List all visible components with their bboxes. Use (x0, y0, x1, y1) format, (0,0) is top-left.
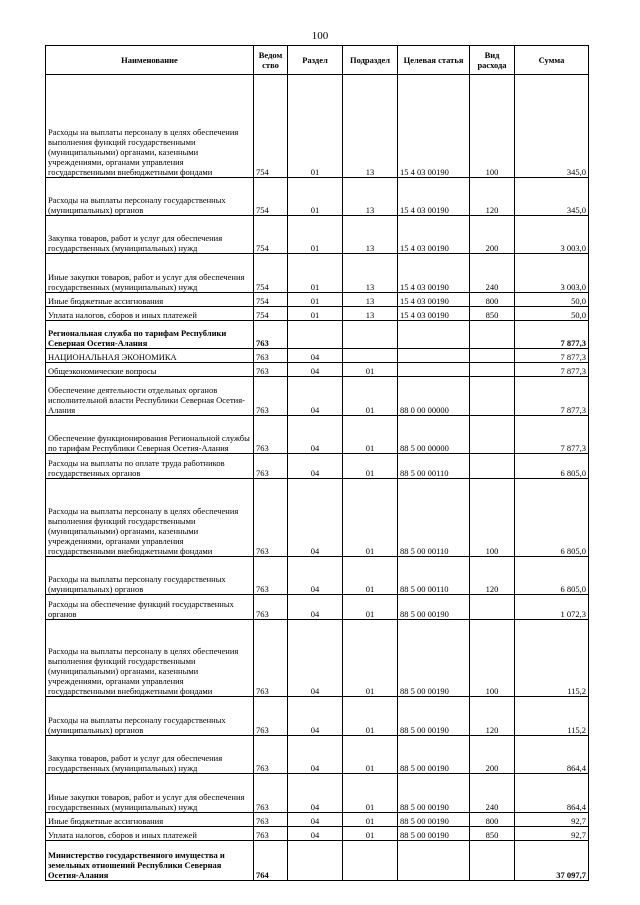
row-razdel: 04 (288, 377, 343, 416)
row-name: Расходы на выплаты персоналу в целях обеспечения выполнения функций государственными (муниципальными) органами, казенными учреждениями, органами управления государственными внебюджетными фондами (46, 479, 254, 557)
table-row (46, 363, 589, 377)
table-row (46, 377, 589, 416)
row-celevaya (398, 841, 470, 881)
row-name: Расходы на выплаты персоналу государственных (муниципальных) органов (46, 557, 254, 595)
row-celevaya: 88 5 00 00190 (398, 827, 470, 841)
row-ved: 763 (254, 377, 288, 416)
row-podrazdel (343, 321, 398, 349)
row-celevaya: 15 4 03 00190 (398, 307, 470, 321)
row-podrazdel: 01 (343, 774, 398, 813)
row-ved: 754 (254, 216, 288, 254)
row-ved: 763 (254, 321, 288, 349)
table-row (46, 216, 589, 254)
table-row (46, 595, 589, 620)
row-ved: 754 (254, 307, 288, 321)
row-celevaya: 88 5 00 00110 (398, 557, 470, 595)
row-celevaya: 88 5 00 00190 (398, 813, 470, 827)
row-celevaya: 15 4 03 00190 (398, 254, 470, 293)
row-ved: 763 (254, 774, 288, 813)
row-razdel: 01 (288, 293, 343, 307)
row-vid: 120 (470, 557, 515, 595)
header-ved: Ведом ство (254, 46, 288, 75)
table-row (46, 841, 589, 881)
row-celevaya: 88 5 00 00190 (398, 620, 470, 697)
row-podrazdel: 01 (343, 813, 398, 827)
row-summa: 6 805,0 (515, 479, 589, 557)
row-summa: 345,0 (515, 178, 589, 216)
row-vid: 800 (470, 813, 515, 827)
row-name: Иные закупки товаров, работ и услуг для обеспечения государственных (муниципальных) нужд (46, 774, 254, 813)
row-name: Обеспечение функционирования Региональной службы по тарифам Республики Северная Осетия-Алания (46, 416, 254, 454)
row-ved: 754 (254, 254, 288, 293)
row-podrazdel: 01 (343, 620, 398, 697)
row-summa: 7 877,3 (515, 363, 589, 377)
row-celevaya: 88 5 00 00000 (398, 416, 470, 454)
row-razdel: 04 (288, 363, 343, 377)
row-razdel: 04 (288, 349, 343, 363)
header-razdel: Раздел (288, 46, 343, 75)
row-summa: 3 003,0 (515, 254, 589, 293)
row-razdel: 04 (288, 813, 343, 827)
row-podrazdel: 01 (343, 697, 398, 736)
row-name: Закупка товаров, работ и услуг для обеспечения государственных (муниципальных) нужд (46, 216, 254, 254)
row-name: Общеэкономические вопросы (46, 363, 254, 377)
row-name: Иные бюджетные ассигнования (46, 813, 254, 827)
row-podrazdel: 13 (343, 254, 398, 293)
table-row (46, 178, 589, 216)
row-ved: 763 (254, 736, 288, 774)
row-vid: 100 (470, 75, 515, 178)
row-vid (470, 595, 515, 620)
header-vid: Вид расхода (470, 46, 515, 75)
row-podrazdel: 01 (343, 827, 398, 841)
row-vid (470, 377, 515, 416)
table-row (46, 813, 589, 827)
row-celevaya: 15 4 03 00190 (398, 293, 470, 307)
row-vid: 200 (470, 736, 515, 774)
row-razdel: 04 (288, 736, 343, 774)
row-celevaya (398, 349, 470, 363)
table-row (46, 321, 589, 349)
row-podrazdel: 01 (343, 377, 398, 416)
page-number: 100 (311, 30, 329, 42)
row-summa: 345,0 (515, 75, 589, 178)
row-razdel: 04 (288, 774, 343, 813)
row-summa: 7 877,3 (515, 349, 589, 363)
row-podrazdel: 13 (343, 75, 398, 178)
table-row (46, 827, 589, 841)
row-summa: 92,7 (515, 827, 589, 841)
row-podrazdel: 01 (343, 454, 398, 479)
table-header-row (46, 46, 589, 75)
row-name: Расходы на выплаты персоналу государственных (муниципальных) органов (46, 697, 254, 736)
table-row (46, 479, 589, 557)
row-name: Уплата налогов, сборов и иных платежей (46, 307, 254, 321)
header-podrazdel: Подраздел (343, 46, 398, 75)
row-celevaya (398, 321, 470, 349)
row-vid: 240 (470, 774, 515, 813)
row-podrazdel: 13 (343, 293, 398, 307)
row-summa: 864,4 (515, 736, 589, 774)
row-name: Расходы на выплаты персоналу в целях обеспечения выполнения функций государственными (муниципальными) органами, казенными учреждениями, органами управления государственными внебюджетными фондами (46, 75, 254, 178)
row-name: Министерство государственного имущества и земельных отношений Республики Северная Осетия-Алания (46, 841, 254, 881)
row-vid: 100 (470, 479, 515, 557)
header-summa: Сумма (515, 46, 589, 75)
row-vid: 850 (470, 827, 515, 841)
row-podrazdel (343, 349, 398, 363)
row-vid (470, 454, 515, 479)
table-row (46, 416, 589, 454)
row-name: Иные закупки товаров, работ и услуг для обеспечения государственных (муниципальных) нужд (46, 254, 254, 293)
row-ved: 754 (254, 75, 288, 178)
row-vid: 120 (470, 178, 515, 216)
row-razdel: 01 (288, 307, 343, 321)
row-ved: 763 (254, 454, 288, 479)
row-razdel: 04 (288, 454, 343, 479)
row-summa: 37 097,7 (515, 841, 589, 881)
row-ved: 763 (254, 827, 288, 841)
row-razdel: 01 (288, 254, 343, 293)
row-razdel: 04 (288, 595, 343, 620)
row-vid: 850 (470, 307, 515, 321)
row-celevaya: 88 5 00 00110 (398, 479, 470, 557)
row-summa: 6 805,0 (515, 557, 589, 595)
row-ved: 763 (254, 813, 288, 827)
row-vid (470, 416, 515, 454)
row-name: Иные бюджетные ассигнования (46, 293, 254, 307)
header-celevaya: Целевая статья (398, 46, 470, 75)
row-ved: 754 (254, 178, 288, 216)
row-podrazdel: 01 (343, 557, 398, 595)
row-celevaya: 15 4 03 00190 (398, 178, 470, 216)
table-row (46, 75, 589, 178)
row-vid (470, 349, 515, 363)
row-vid (470, 363, 515, 377)
row-razdel: 01 (288, 178, 343, 216)
row-name: Расходы на выплаты персоналу в целях обеспечения выполнения функций государственными (муниципальными) органами, казенными учреждениями, органами управления государственными внебюджетными фондами (46, 620, 254, 697)
row-razdel: 04 (288, 479, 343, 557)
row-razdel: 04 (288, 557, 343, 595)
row-celevaya: 88 5 00 00190 (398, 736, 470, 774)
row-ved: 763 (254, 557, 288, 595)
row-ved: 764 (254, 841, 288, 881)
row-razdel: 04 (288, 827, 343, 841)
row-ved: 763 (254, 363, 288, 377)
row-ved: 763 (254, 620, 288, 697)
row-name: Закупка товаров, работ и услуг для обеспечения государственных (муниципальных) нужд (46, 736, 254, 774)
header-name: Наименование (46, 46, 254, 75)
row-razdel: 04 (288, 620, 343, 697)
row-celevaya (398, 363, 470, 377)
row-podrazdel: 01 (343, 363, 398, 377)
row-celevaya: 88 5 00 00110 (398, 454, 470, 479)
row-podrazdel: 13 (343, 178, 398, 216)
row-podrazdel: 01 (343, 416, 398, 454)
table-row (46, 620, 589, 697)
row-razdel: 01 (288, 216, 343, 254)
table-row (46, 736, 589, 774)
table-row (46, 697, 589, 736)
row-summa: 50,0 (515, 307, 589, 321)
row-ved: 763 (254, 595, 288, 620)
row-summa: 6 805,0 (515, 454, 589, 479)
row-podrazdel: 01 (343, 595, 398, 620)
row-name: Обеспечение деятельности отдельных органов исполнительной власти Республики Северная Осетия-Алания (46, 377, 254, 416)
row-vid: 120 (470, 697, 515, 736)
row-vid (470, 321, 515, 349)
row-summa: 7 877,3 (515, 416, 589, 454)
row-name: Уплата налогов, сборов и иных платежей (46, 827, 254, 841)
row-name: НАЦИОНАЛЬНАЯ ЭКОНОМИКА (46, 349, 254, 363)
row-name: Региональная служба по тарифам Республики Северная Осетия-Алания (46, 321, 254, 349)
row-summa: 92,7 (515, 813, 589, 827)
row-summa: 864,4 (515, 774, 589, 813)
table-row (46, 557, 589, 595)
table-row (46, 349, 589, 363)
row-vid: 200 (470, 216, 515, 254)
row-razdel: 04 (288, 697, 343, 736)
row-podrazdel: 13 (343, 216, 398, 254)
table-row (46, 774, 589, 813)
row-ved: 763 (254, 697, 288, 736)
row-summa: 1 072,3 (515, 595, 589, 620)
row-summa: 3 003,0 (515, 216, 589, 254)
row-summa: 115,2 (515, 620, 589, 697)
table-row (46, 454, 589, 479)
row-razdel: 01 (288, 75, 343, 178)
row-celevaya: 88 0 00 00000 (398, 377, 470, 416)
row-name: Расходы на выплаты по оплате труда работников государственных органов (46, 454, 254, 479)
budget-table (45, 45, 589, 881)
row-celevaya: 15 4 03 00190 (398, 216, 470, 254)
row-ved: 763 (254, 416, 288, 454)
row-celevaya: 88 5 00 00190 (398, 774, 470, 813)
table-row (46, 307, 589, 321)
row-vid: 800 (470, 293, 515, 307)
row-vid (470, 841, 515, 881)
row-summa: 50,0 (515, 293, 589, 307)
row-ved: 763 (254, 479, 288, 557)
row-name: Расходы на выплаты персоналу государственных (муниципальных) органов (46, 178, 254, 216)
row-podrazdel: 01 (343, 479, 398, 557)
row-summa: 7 877,3 (515, 377, 589, 416)
row-podrazdel: 01 (343, 736, 398, 774)
row-name: Расходы на обеспечение функций государственных органов (46, 595, 254, 620)
row-podrazdel (343, 841, 398, 881)
table-row (46, 293, 589, 307)
row-summa: 7 877,3 (515, 321, 589, 349)
row-podrazdel: 13 (343, 307, 398, 321)
row-vid: 100 (470, 620, 515, 697)
row-celevaya: 15 4 03 00190 (398, 75, 470, 178)
row-vid: 240 (470, 254, 515, 293)
row-ved: 763 (254, 349, 288, 363)
row-summa: 115,2 (515, 697, 589, 736)
row-ved: 754 (254, 293, 288, 307)
row-razdel (288, 321, 343, 349)
table-row (46, 254, 589, 293)
row-razdel: 04 (288, 416, 343, 454)
row-celevaya: 88 5 00 00190 (398, 595, 470, 620)
row-celevaya: 88 5 00 00190 (398, 697, 470, 736)
row-razdel (288, 841, 343, 881)
